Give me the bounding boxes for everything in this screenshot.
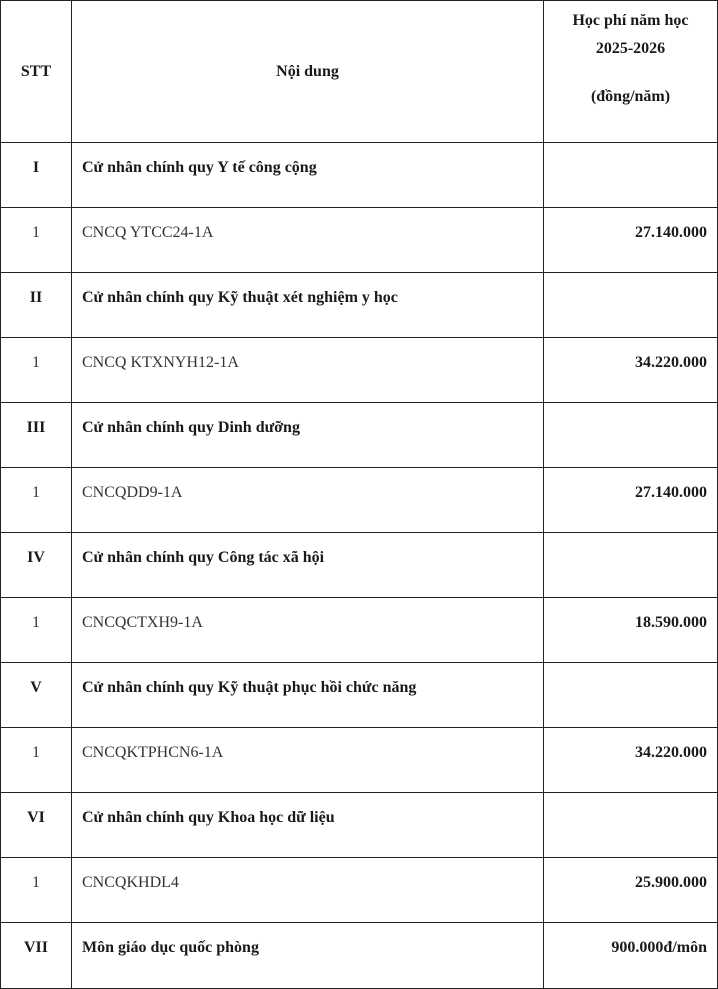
table-row [1,663,718,728]
table-row [1,403,718,468]
row-content: Cử nhân chính quy Dinh dưỡng [72,403,544,468]
row-fee: 27.140.000 [544,468,718,533]
table-row [1,143,718,208]
row-fee [544,663,718,728]
table-row [1,728,718,793]
row-fee [544,273,718,338]
row-stt: VII [1,923,72,989]
row-stt: I [1,143,72,208]
row-stt: 1 [1,468,72,533]
row-content: Cử nhân chính quy Khoa học dữ liệu [72,793,544,858]
row-fee [544,793,718,858]
table-row [1,793,718,858]
header-content: Nội dung [72,1,544,143]
table-row [1,338,718,403]
row-fee: 27.140.000 [544,208,718,273]
table-row [1,208,718,273]
row-fee: 25.900.000 [544,858,718,923]
row-content: CNCQKTPHCN6-1A [72,728,544,793]
row-stt: 1 [1,208,72,273]
table-header [1,1,718,143]
row-content: Cử nhân chính quy Kỹ thuật xét nghiệm y học [72,273,544,338]
row-content: Môn giáo dục quốc phòng [72,923,544,989]
row-content: Cử nhân chính quy Y tế công cộng [72,143,544,208]
row-fee [544,533,718,598]
row-content: CNCQ YTCC24-1A [72,208,544,273]
row-content: CNCQDD9-1A [72,468,544,533]
table-row [1,598,718,663]
table-body [1,143,718,989]
table-row [1,858,718,923]
row-content: Cử nhân chính quy Công tác xã hội [72,533,544,598]
row-content: CNCQCTXH9-1A [72,598,544,663]
row-fee: 34.220.000 [544,728,718,793]
table-row [1,468,718,533]
row-fee [544,403,718,468]
row-stt: V [1,663,72,728]
row-stt: II [1,273,72,338]
row-fee [544,143,718,208]
row-stt: 1 [1,598,72,663]
row-fee: 18.590.000 [544,598,718,663]
row-content: Cử nhân chính quy Kỹ thuật phục hồi chức năng [72,663,544,728]
row-stt: 1 [1,728,72,793]
header-fee-line1: Học phí năm học [572,12,689,29]
header-fee [544,1,718,143]
row-stt: 1 [1,338,72,403]
table-row [1,923,718,989]
row-stt: VI [1,793,72,858]
header-fee-line2: 2025-2026 [595,40,666,57]
row-stt: 1 [1,858,72,923]
row-stt: III [1,403,72,468]
row-stt: IV [1,533,72,598]
row-content: CNCQ KTXNYH12-1A [72,338,544,403]
table-row [1,273,718,338]
row-content: CNCQKHDL4 [72,858,544,923]
row-fee: 34.220.000 [544,338,718,403]
table-row [1,533,718,598]
header-stt: STT [1,1,72,143]
header-fee-unit: (đồng/năm) [590,88,671,105]
row-fee: 900.000đ/môn [544,923,718,989]
